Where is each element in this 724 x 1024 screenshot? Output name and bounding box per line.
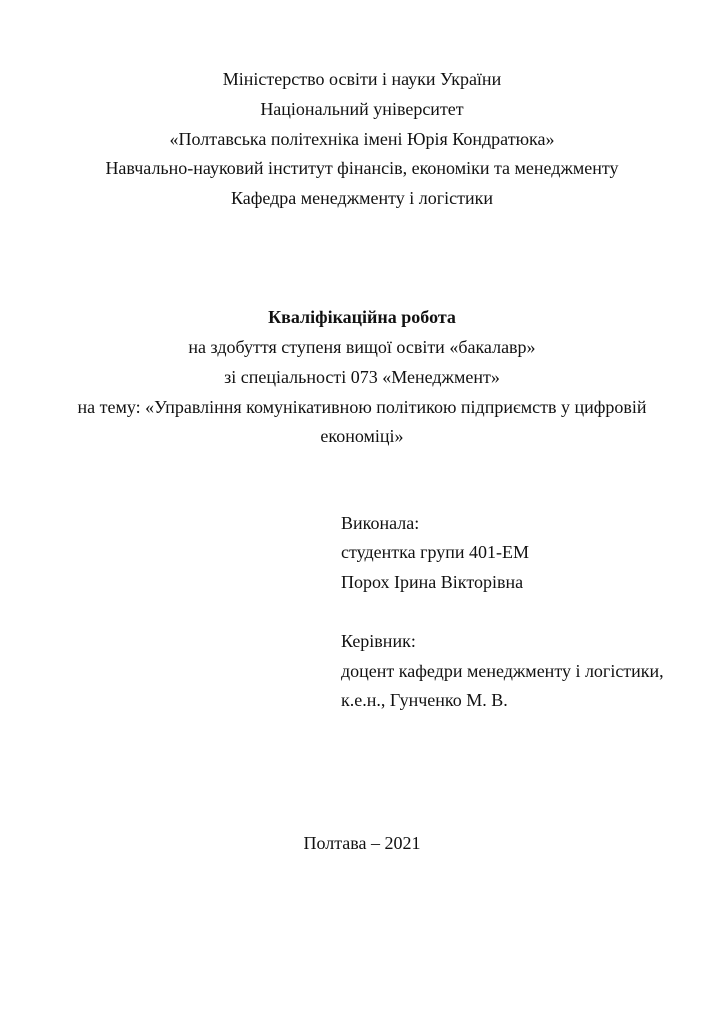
- university-line-1: Національний університет: [260, 99, 464, 119]
- topic-line-2: економіці»: [320, 426, 404, 446]
- supervisor-name: к.е.н., Гунченко М. В.: [341, 690, 508, 710]
- department-text: Кафедра менеджменту і логістики: [230, 188, 494, 208]
- degree-text: на здобуття ступеня вищої освіти «бакалавр»: [188, 337, 536, 357]
- work-title: Кваліфікаційна робота: [268, 307, 456, 327]
- specialty-text: зі спеціальності 073 «Менеджмент»: [224, 367, 500, 387]
- city-year: Полтава – 2021: [303, 833, 421, 853]
- author-label: Виконала:: [341, 513, 420, 533]
- topic-line-1: на тему: «Управління комунікативною політикою підприємств у цифровій: [77, 397, 647, 417]
- supervisor-position: доцент кафедри менеджменту і логістики,: [341, 661, 664, 681]
- university-line-2: «Полтавська політехніка імені Юрія Кондратюка»: [169, 129, 555, 149]
- author-group: студентка групи 401-ЕМ: [341, 542, 529, 562]
- ministry-text: Міністерство освіти і науки України: [222, 69, 502, 89]
- institute-text: Навчально-науковий інститут фінансів, економіки та менеджменту: [105, 158, 619, 178]
- supervisor-label: Керівник:: [341, 631, 416, 651]
- author-name: Порох Ірина Вікторівна: [341, 572, 524, 592]
